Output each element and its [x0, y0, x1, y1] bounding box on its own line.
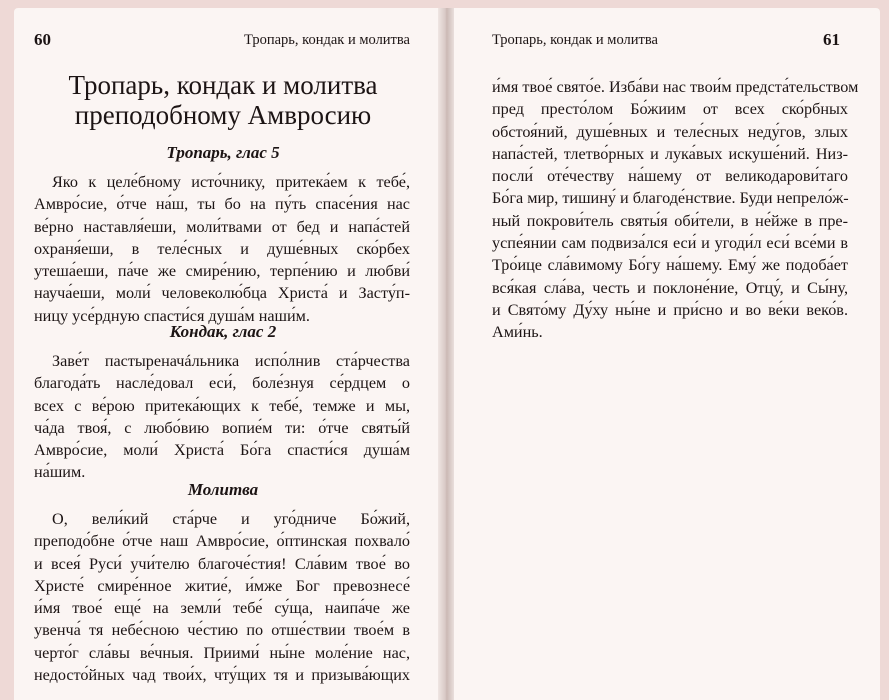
- running-head-right: Тропарь, кондак и молитва: [492, 32, 658, 48]
- prayer-continuation-text: [492, 76, 859, 344]
- section-heading-troparion: Тропарь, глас 5: [166, 143, 280, 162]
- text-line: Яко к целе́бному исто́чнику, притека́ем к тебе́,: [52, 173, 410, 191]
- book-gutter: [438, 8, 454, 700]
- title-line: преподобному Амвросию: [74, 100, 372, 130]
- text-line: недосто́йных чад твои́х, чту́щих тя и призыва́ющих: [34, 666, 410, 685]
- text-line: ча́да твоя́, с любо́вию вопие́м ти: о́тче святы́й: [34, 418, 410, 437]
- text-line: вся́кая сла́ва, честь и поклоне́ние, Отцу́, и Сы́ну,: [492, 278, 848, 297]
- text-line: и́мя твое́ свято́е. Изба́ви нас твои́м предста́тельством: [492, 78, 859, 96]
- section-heading-prayer: Молитва: [187, 480, 259, 499]
- text-line: и Свято́му Ду́ху ны́не и при́сно и во ве́ки веко́в.: [492, 300, 848, 319]
- text-line: напа́стей, тлетво́рных и лука́вых искуше́ний. Низ-: [492, 144, 848, 163]
- text-line: Ами́нь.: [492, 323, 543, 342]
- text-line: преподо́бне о́тче наш Амвро́сие, о́птинская похвало́: [34, 532, 410, 551]
- troparion-text: [34, 171, 410, 327]
- text-line: науча́еши, моли́ человеколю́бца Христа́ и Засту́п-: [34, 284, 410, 303]
- text-line: успе́янии сам подвиза́лся еси́ и угоди́л еси́ все́ми в: [492, 234, 848, 253]
- section-heading-kontakion: Кондак, глас 2: [169, 322, 277, 341]
- text-line: Тро́ице сла́вимому Бо́гу на́шему. Ему́ же подоба́ет: [492, 256, 848, 275]
- text-line: ницу усе́рдную спасти́ся душа́м наши́м.: [34, 306, 310, 325]
- text-line: утеша́еши, па́че же смире́нию, терпе́нию и любви́: [34, 262, 410, 281]
- text-line: обстоя́ний, душе́вных и теле́сных неду́гов, злых: [492, 122, 848, 141]
- text-line: О, вели́кий ста́рче и уго́дниче Бо́жий,: [52, 510, 410, 528]
- page-number-right: 61: [823, 30, 840, 49]
- text-line: посли́ оте́честву на́шему от великодарови́таго: [492, 167, 848, 186]
- text-line: ве́рно наставля́еши, моли́твами от бед и напа́стей: [34, 217, 410, 236]
- title-line: Тропарь, кондак и молитва: [68, 70, 378, 100]
- text-line: ный покрови́тель святы́я оби́тели, в не́йже в пре-: [492, 211, 848, 230]
- text-line: Бо́га мир, тишину́ и благоде́нствие. Буди непрело́ж-: [492, 189, 849, 208]
- running-head-left: Тропарь, кондак и молитва: [244, 32, 410, 48]
- text-line: Христе́ смире́нное житие́, и́мже Бог превознесе́: [34, 576, 410, 595]
- text-line: Заве́т пастыреначáльника испо́лнив ста́рчества: [52, 352, 410, 370]
- text-line: всех с ве́рою притека́ющих к тебе́, темже и мы,: [34, 396, 410, 415]
- text-line: Амвро́сие, моли́ Христа́ Бо́га спасти́ся душа́м: [34, 441, 410, 460]
- text-line: благода́ть насле́довал еси́, боле́знуя се́рдцем о: [34, 374, 410, 393]
- text-line: охраня́еши, в теле́сных и душе́вных ско́рбех: [34, 239, 410, 258]
- text-line: черто́г сла́вы ве́чныя. Приими́ ны́не моле́ние нас,: [34, 643, 410, 662]
- page-number-left: 60: [34, 30, 51, 49]
- text-line: пред престо́лом Бо́жиим от всех ско́рбных: [492, 100, 848, 119]
- text-line: и всея́ Руси́ учи́телю благоче́стия! Сла́вим твое́ во: [34, 554, 410, 573]
- prayer-text: [34, 508, 410, 686]
- text-line: на́шим.: [34, 463, 86, 482]
- left-page: [14, 8, 442, 700]
- chapter-title: [34, 70, 412, 130]
- text-line: увенча́ тя небе́сною че́стию по отше́ствии твое́м в: [34, 621, 410, 640]
- kontakion-text: [34, 350, 410, 484]
- text-line: и́мя твое́ еще́ на земли́ тебе́ су́ща, наипа́че же: [34, 599, 410, 618]
- right-page: [450, 8, 880, 700]
- text-line: Амвро́сие, о́тче на́ш, ты бо на пу́ть спасе́ния нас: [34, 195, 410, 214]
